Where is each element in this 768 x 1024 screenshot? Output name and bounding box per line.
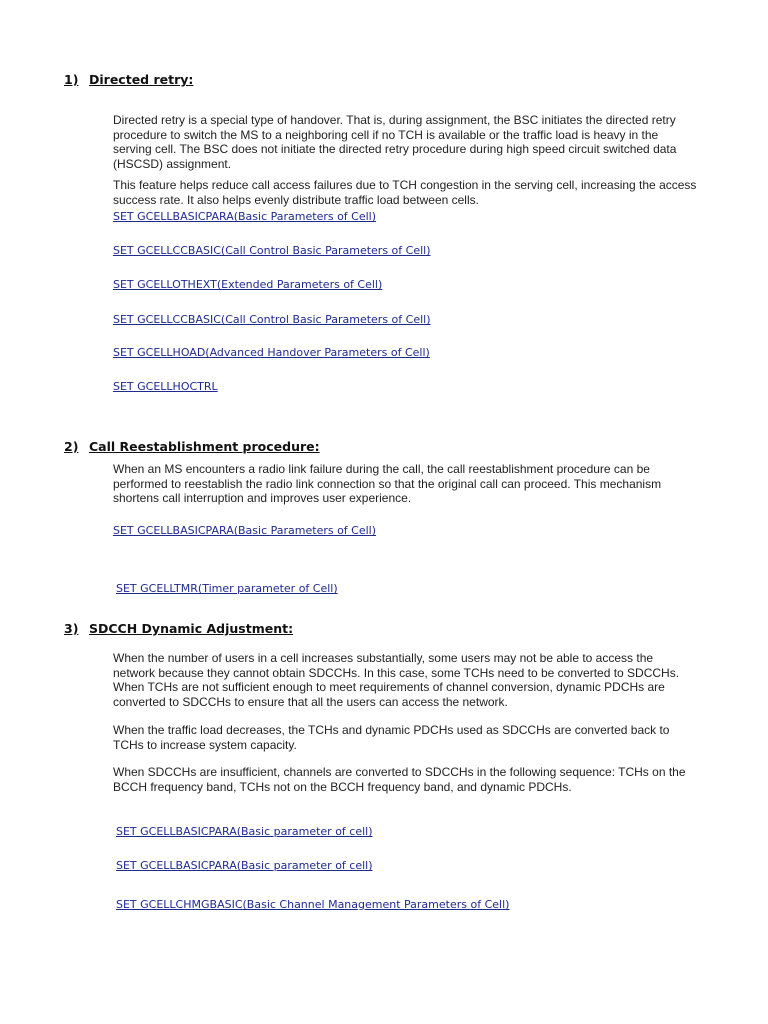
section-3-paragraph-3: When SDCCHs are insufficient, channels are converted to SDCCHs in the following sequence: TCHs on the BCCH frequency band, TCHs not on the BCCH frequency band, and dynamic PDCHs.	[113, 765, 686, 794]
section-1-paragraph-2: This feature helps reduce call access failures due to TCH congestion in the serving cell, increasing the access success rate. It also helps evenly distribute traffic load between cells.	[113, 178, 697, 207]
section-2-link-2[interactable]: SET GCELLTMR(Timer parameter of Cell)	[116, 582, 338, 595]
section-1-link-3[interactable]: SET GCELLOTHEXT(Extended Parameters of Cell)	[113, 278, 383, 291]
section-3-link-2[interactable]: SET GCELLBASICPARA(Basic parameter of cell)	[116, 859, 373, 872]
section-1-link-4[interactable]: SET GCELLCCBASIC(Call Control Basic Parameters of Cell)	[113, 313, 431, 326]
section-1-heading	[64, 72, 193, 87]
section-1-link-6[interactable]: SET GCELLHOCTRL	[113, 380, 218, 393]
section-2-paragraph-1: When an MS encounters a radio link failure during the call, the call reestablishment procedure can be performed to reestablish the radio link connection so that the original call can proceed. This mechanism shortens call interruption and improves user experience.	[113, 462, 662, 505]
section-2-title: Call Reestablishment procedure:	[89, 439, 320, 454]
section-3-link-3[interactable]: SET GCELLCHMGBASIC(Basic Channel Management Parameters of Cell)	[116, 898, 510, 911]
section-2-number: 2)	[64, 439, 79, 454]
section-3-link-1[interactable]: SET GCELLBASICPARA(Basic parameter of cell)	[116, 825, 373, 838]
section-1-number: 1)	[64, 72, 79, 87]
section-3-paragraph-2: When the traffic load decreases, the TCHs and dynamic PDCHs used as SDCCHs are converted back to TCHs to increase system capacity.	[113, 723, 670, 752]
section-1-link-5[interactable]: SET GCELLHOAD(Advanced Handover Parameters of Cell)	[113, 346, 430, 359]
section-3-paragraph-1: When the number of users in a cell increases substantially, some users may not be able to access the network because they cannot obtain SDCCHs. In this case, some TCHs need to be converted to SDCCHs. When TCHs are not sufficient enough to meet requirements of channel conversion, dynamic PDCHs are converted to SDCCHs to ensure that all the users can access the network.	[113, 651, 680, 709]
section-1-title: Directed retry:	[89, 72, 194, 87]
section-1-link-1[interactable]: SET GCELLBASICPARA(Basic Parameters of Cell)	[113, 210, 377, 223]
section-3-heading	[64, 621, 293, 636]
section-2-link-1[interactable]: SET GCELLBASICPARA(Basic Parameters of Cell)	[113, 524, 377, 537]
section-1-link-2[interactable]: SET GCELLCCBASIC(Call Control Basic Parameters of Cell)	[113, 244, 431, 257]
section-2-heading	[64, 439, 320, 454]
section-3-title: SDCCH Dynamic Adjustment:	[89, 621, 294, 636]
section-3-number: 3)	[64, 621, 79, 636]
section-1-paragraph-1: Directed retry is a special type of handover. That is, during assignment, the BSC initiates the directed retry procedure to switch the MS to a neighboring cell if no TCH is available or the traffic load is heavy in the serving cell. The BSC does not initiate the directed retry procedure during high speed circuit switched data (HSCSD) assignment.	[113, 113, 677, 171]
